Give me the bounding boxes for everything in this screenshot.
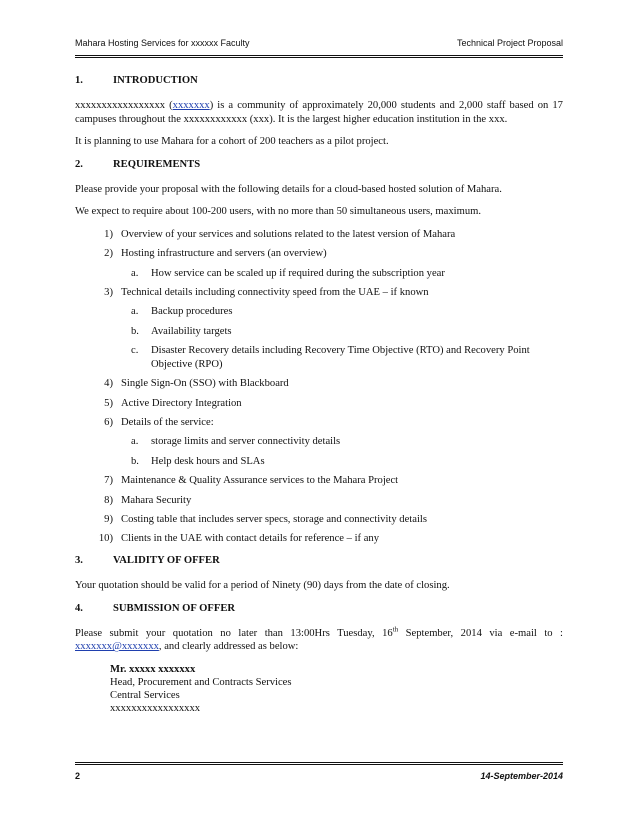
section-heading-submission: 4. SUBMISSION OF OFFER xyxy=(75,602,236,614)
requirements-paragraph-2: We expect to require about 100-200 users, with no more than 50 simultaneous users, maximum. xyxy=(75,206,482,218)
header-right-text: Technical Project Proposal xyxy=(456,38,563,48)
list-item: 6) Details of the service: xyxy=(104,416,214,428)
requirements-paragraph-1: Please provide your proposal with the following details for a cloud-based hosted solution of Mahara. xyxy=(75,184,502,196)
document-body xyxy=(75,74,563,715)
page-footer xyxy=(75,771,563,785)
sub-list-item: b. Help desk hours and SLAs xyxy=(131,455,265,467)
list-item: 5) Active Directory Integration xyxy=(104,397,242,409)
address-line: xxxxxxxxxxxxxxxxx xyxy=(110,702,201,714)
section-heading-introduction: 1. INTRODUCTION xyxy=(75,75,198,86)
header-left-text: Mahara Hosting Services for xxxxxx Faculty xyxy=(75,38,250,48)
intro-paragraph-2: It is planning to use Mahara for a cohort of 200 teachers as a pilot project. xyxy=(75,136,389,148)
address-block xyxy=(110,663,563,715)
sub-list-item: a. How service can be scaled up if required during the subscription year xyxy=(131,267,445,279)
header-rule xyxy=(75,55,563,58)
list-item: 8) Mahara Security xyxy=(104,494,192,506)
list-item: 7) Maintenance & Quality Assurance services to the Mahara Project xyxy=(104,475,399,487)
submission-paragraph: Please submit your quotation no later than 13:00Hrs Tuesday, 16th September, 2014 via e-mail to : xxxxxxx@xxxxxxx, and clearly addressed as below: xyxy=(75,625,564,653)
list-item: 2) Hosting infrastructure and servers (an overview) xyxy=(104,248,327,260)
page-header xyxy=(75,38,563,52)
intro-paragraph-1: xxxxxxxxxxxxxxxxx (xxxxxxx) is a community of approximately 20,000 students and 2,000 staff based on 17 campuses throughout the xxxxxxxxxxxx (xxx). It is the largest higher education institution in the xxx. xyxy=(75,100,563,125)
list-item: 4) Single Sign-On (SSO) with Blackboard xyxy=(104,378,289,390)
validity-paragraph: Your quotation should be valid for a period of Ninety (90) days from the date of closing. xyxy=(75,580,450,592)
requirements-list xyxy=(75,228,563,546)
page-number: 2 xyxy=(75,771,81,781)
list-item: 10) Clients in the UAE with contact details for reference – if any xyxy=(98,533,379,545)
address-name: Mr. xxxxx xxxxxxx xyxy=(110,663,196,675)
list-item: 9) Costing table that includes server specs, storage and connectivity details xyxy=(104,513,427,525)
intro-link[interactable]: xxxxxxx xyxy=(172,100,210,112)
section-heading-requirements: 2. REQUIREMENTS xyxy=(75,158,201,170)
sub-list-item: a. Backup procedures xyxy=(131,306,233,318)
address-line: Head, Procurement and Contracts Services xyxy=(110,676,292,688)
sub-list-item: c. Disaster Recovery details including Recovery Time Objective (RTO) and Recovery Point Objective (RPO) xyxy=(131,345,530,370)
footer-rule xyxy=(75,762,563,765)
list-item: 3) Technical details including connectivity speed from the UAE – if known xyxy=(104,287,429,299)
list-item: 1) Overview of your services and solutions related to the latest version of Mahara xyxy=(104,228,456,240)
address-line: Central Services xyxy=(110,689,180,701)
footer-date: 14-September-2014 xyxy=(480,771,563,781)
section-heading-validity: 3. VALIDITY OF OFFER xyxy=(75,554,220,566)
sub-list-item: a. storage limits and server connectivity details xyxy=(131,436,341,448)
submission-email-link[interactable]: xxxxxxx@xxxxxxx xyxy=(75,641,159,653)
sub-list-item: b. Availability targets xyxy=(131,325,232,337)
